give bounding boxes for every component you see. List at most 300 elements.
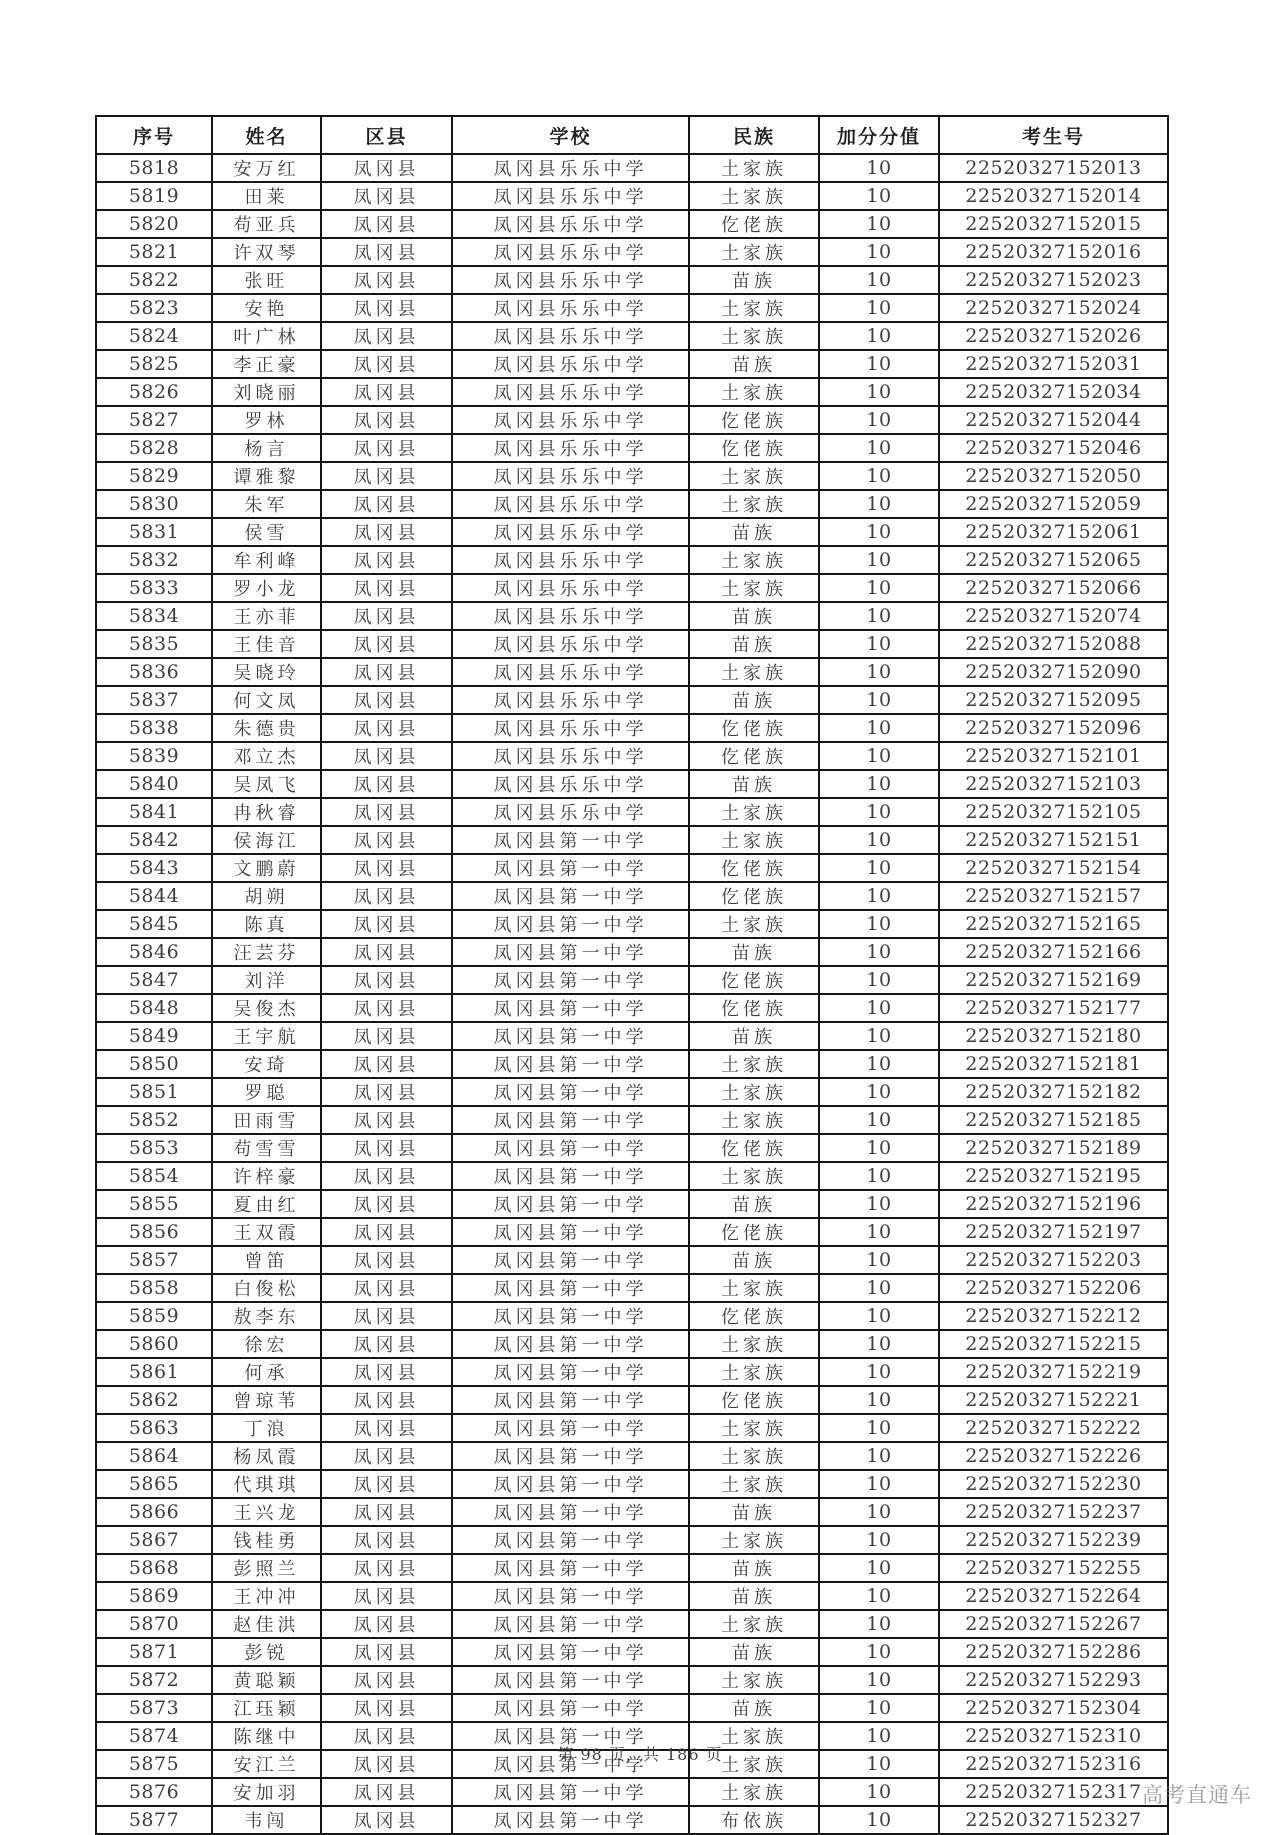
cell-name: 杨言 <box>212 434 321 462</box>
cell-candidate-no: 22520327152026 <box>939 322 1168 350</box>
cell-ethnicity: 土家族 <box>689 154 819 182</box>
cell-candidate-no: 22520327152031 <box>939 350 1168 378</box>
cell-serial: 5864 <box>96 1442 212 1470</box>
cell-name: 田莱 <box>212 182 321 210</box>
cell-serial: 5853 <box>96 1134 212 1162</box>
cell-bonus-points: 10 <box>819 1750 939 1778</box>
cell-school: 凤冈县第一中学 <box>452 1190 689 1218</box>
cell-district: 凤冈县 <box>321 1750 452 1778</box>
cell-serial: 5873 <box>96 1694 212 1722</box>
cell-district: 凤冈县 <box>321 1162 452 1190</box>
table-row <box>96 714 1168 742</box>
cell-district: 凤冈县 <box>321 966 452 994</box>
table-row <box>96 910 1168 938</box>
cell-candidate-no: 22520327152105 <box>939 798 1168 826</box>
cell-name: 王兴龙 <box>212 1498 321 1526</box>
cell-school: 凤冈县第一中学 <box>452 1414 689 1442</box>
cell-bonus-points: 10 <box>819 462 939 490</box>
cell-name: 苟亚兵 <box>212 210 321 238</box>
cell-candidate-no: 22520327152165 <box>939 910 1168 938</box>
cell-bonus-points: 10 <box>819 994 939 1022</box>
cell-candidate-no: 22520327152177 <box>939 994 1168 1022</box>
table-row <box>96 1022 1168 1050</box>
cell-ethnicity: 土家族 <box>689 1610 819 1638</box>
cell-ethnicity: 土家族 <box>689 1526 819 1554</box>
cell-ethnicity: 苗族 <box>689 1694 819 1722</box>
cell-bonus-points: 10 <box>819 1302 939 1330</box>
cell-serial: 5876 <box>96 1778 212 1806</box>
cell-serial: 5865 <box>96 1470 212 1498</box>
table-row <box>96 1162 1168 1190</box>
cell-school: 凤冈县第一中学 <box>452 938 689 966</box>
cell-district: 凤冈县 <box>321 182 452 210</box>
cell-name: 白俊松 <box>212 1274 321 1302</box>
cell-bonus-points: 10 <box>819 910 939 938</box>
cell-bonus-points: 10 <box>819 1386 939 1414</box>
cell-name: 罗林 <box>212 406 321 434</box>
cell-ethnicity: 苗族 <box>689 266 819 294</box>
table-row <box>96 966 1168 994</box>
cell-bonus-points: 10 <box>819 1806 939 1834</box>
cell-serial: 5835 <box>96 630 212 658</box>
cell-school: 凤冈县第一中学 <box>452 882 689 910</box>
cell-serial: 5847 <box>96 966 212 994</box>
table-row <box>96 826 1168 854</box>
cell-name: 苟雪雪 <box>212 1134 321 1162</box>
cell-district: 凤冈县 <box>321 266 452 294</box>
cell-bonus-points: 10 <box>819 742 939 770</box>
cell-bonus-points: 10 <box>819 322 939 350</box>
cell-school: 凤冈县第一中学 <box>452 1778 689 1806</box>
table-row <box>96 350 1168 378</box>
column-header-candidate-no: 考生号 <box>939 116 1168 154</box>
table-row <box>96 322 1168 350</box>
cell-name: 罗聪 <box>212 1078 321 1106</box>
cell-candidate-no: 22520327152046 <box>939 434 1168 462</box>
cell-district: 凤冈县 <box>321 378 452 406</box>
cell-name: 安加羽 <box>212 1778 321 1806</box>
cell-school: 凤冈县第一中学 <box>452 1050 689 1078</box>
table-row <box>96 1274 1168 1302</box>
table-row <box>96 1246 1168 1274</box>
cell-name: 陈继中 <box>212 1722 321 1750</box>
cell-candidate-no: 22520327152090 <box>939 658 1168 686</box>
cell-serial: 5843 <box>96 854 212 882</box>
cell-candidate-no: 22520327152310 <box>939 1722 1168 1750</box>
cell-ethnicity: 土家族 <box>689 1358 819 1386</box>
cell-name: 赵佳洪 <box>212 1610 321 1638</box>
cell-serial: 5851 <box>96 1078 212 1106</box>
cell-name: 谭雅黎 <box>212 462 321 490</box>
cell-bonus-points: 10 <box>819 182 939 210</box>
cell-school: 凤冈县乐乐中学 <box>452 406 689 434</box>
cell-school: 凤冈县乐乐中学 <box>452 798 689 826</box>
cell-ethnicity: 土家族 <box>689 1442 819 1470</box>
cell-district: 凤冈县 <box>321 518 452 546</box>
cell-bonus-points: 10 <box>819 1246 939 1274</box>
table-row <box>96 602 1168 630</box>
table-row <box>96 1106 1168 1134</box>
cell-school: 凤冈县乐乐中学 <box>452 546 689 574</box>
cell-district: 凤冈县 <box>321 1610 452 1638</box>
cell-district: 凤冈县 <box>321 798 452 826</box>
cell-school: 凤冈县第一中学 <box>452 1330 689 1358</box>
cell-bonus-points: 10 <box>819 1778 939 1806</box>
cell-ethnicity: 土家族 <box>689 294 819 322</box>
cell-district: 凤冈县 <box>321 1582 452 1610</box>
cell-serial: 5846 <box>96 938 212 966</box>
cell-district: 凤冈县 <box>321 1806 452 1834</box>
cell-candidate-no: 22520327152014 <box>939 182 1168 210</box>
cell-bonus-points: 10 <box>819 210 939 238</box>
cell-name: 何承 <box>212 1358 321 1386</box>
cell-serial: 5859 <box>96 1302 212 1330</box>
cell-district: 凤冈县 <box>321 854 452 882</box>
cell-ethnicity: 仡佬族 <box>689 742 819 770</box>
cell-district: 凤冈县 <box>321 406 452 434</box>
cell-serial: 5819 <box>96 182 212 210</box>
cell-ethnicity: 土家族 <box>689 658 819 686</box>
cell-serial: 5824 <box>96 322 212 350</box>
cell-ethnicity: 仡佬族 <box>689 1218 819 1246</box>
cell-name: 彭照兰 <box>212 1554 321 1582</box>
table-row <box>96 574 1168 602</box>
cell-serial: 5830 <box>96 490 212 518</box>
table-row <box>96 882 1168 910</box>
cell-bonus-points: 10 <box>819 1498 939 1526</box>
cell-candidate-no: 22520327152166 <box>939 938 1168 966</box>
cell-serial: 5867 <box>96 1526 212 1554</box>
cell-serial: 5839 <box>96 742 212 770</box>
cell-serial: 5836 <box>96 658 212 686</box>
cell-school: 凤冈县乐乐中学 <box>452 630 689 658</box>
cell-ethnicity: 土家族 <box>689 462 819 490</box>
cell-candidate-no: 22520327152013 <box>939 154 1168 182</box>
table-row <box>96 1330 1168 1358</box>
cell-district: 凤冈县 <box>321 294 452 322</box>
cell-candidate-no: 22520327152044 <box>939 406 1168 434</box>
cell-name: 何文凤 <box>212 686 321 714</box>
cell-school: 凤冈县乐乐中学 <box>452 714 689 742</box>
table-row <box>96 210 1168 238</box>
cell-school: 凤冈县第一中学 <box>452 826 689 854</box>
table-row <box>96 1386 1168 1414</box>
cell-name: 夏由红 <box>212 1190 321 1218</box>
cell-serial: 5826 <box>96 378 212 406</box>
cell-bonus-points: 10 <box>819 1190 939 1218</box>
cell-ethnicity: 土家族 <box>689 1078 819 1106</box>
cell-district: 凤冈县 <box>321 658 452 686</box>
cell-candidate-no: 22520327152293 <box>939 1666 1168 1694</box>
cell-name: 江珏颖 <box>212 1694 321 1722</box>
cell-bonus-points: 10 <box>819 1050 939 1078</box>
cell-school: 凤冈县第一中学 <box>452 910 689 938</box>
cell-serial: 5868 <box>96 1554 212 1582</box>
cell-name: 彭锐 <box>212 1638 321 1666</box>
cell-bonus-points: 10 <box>819 714 939 742</box>
cell-serial: 5877 <box>96 1806 212 1834</box>
cell-district: 凤冈县 <box>321 434 452 462</box>
cell-school: 凤冈县第一中学 <box>452 1106 689 1134</box>
cell-school: 凤冈县第一中学 <box>452 1582 689 1610</box>
table-row <box>96 1470 1168 1498</box>
cell-school: 凤冈县第一中学 <box>452 1498 689 1526</box>
cell-school: 凤冈县第一中学 <box>452 1302 689 1330</box>
cell-name: 朱军 <box>212 490 321 518</box>
cell-district: 凤冈县 <box>321 210 452 238</box>
cell-serial: 5834 <box>96 602 212 630</box>
cell-name: 曾琼苇 <box>212 1386 321 1414</box>
cell-ethnicity: 土家族 <box>689 238 819 266</box>
cell-bonus-points: 10 <box>819 770 939 798</box>
cell-candidate-no: 22520327152185 <box>939 1106 1168 1134</box>
cell-district: 凤冈县 <box>321 938 452 966</box>
cell-bonus-points: 10 <box>819 1358 939 1386</box>
cell-district: 凤冈县 <box>321 574 452 602</box>
cell-candidate-no: 22520327152206 <box>939 1274 1168 1302</box>
cell-school: 凤冈县乐乐中学 <box>452 658 689 686</box>
cell-ethnicity: 苗族 <box>689 350 819 378</box>
cell-name: 黄聪颖 <box>212 1666 321 1694</box>
cell-name: 安琦 <box>212 1050 321 1078</box>
cell-bonus-points: 10 <box>819 798 939 826</box>
cell-candidate-no: 22520327152103 <box>939 770 1168 798</box>
cell-bonus-points: 10 <box>819 1162 939 1190</box>
cell-candidate-no: 22520327152181 <box>939 1050 1168 1078</box>
cell-bonus-points: 10 <box>819 630 939 658</box>
cell-candidate-no: 22520327152024 <box>939 294 1168 322</box>
cell-serial: 5827 <box>96 406 212 434</box>
cell-name: 王双霞 <box>212 1218 321 1246</box>
cell-ethnicity: 土家族 <box>689 1162 819 1190</box>
cell-ethnicity: 苗族 <box>689 1190 819 1218</box>
cell-serial: 5845 <box>96 910 212 938</box>
cell-name: 田雨雪 <box>212 1106 321 1134</box>
cell-ethnicity: 土家族 <box>689 1750 819 1778</box>
cell-ethnicity: 苗族 <box>689 1022 819 1050</box>
cell-name: 杨凤霞 <box>212 1442 321 1470</box>
cell-serial: 5871 <box>96 1638 212 1666</box>
cell-ethnicity: 苗族 <box>689 1498 819 1526</box>
cell-district: 凤冈县 <box>321 882 452 910</box>
cell-name: 韦闯 <box>212 1806 321 1834</box>
cell-serial: 5875 <box>96 1750 212 1778</box>
cell-district: 凤冈县 <box>321 1694 452 1722</box>
cell-candidate-no: 22520327152219 <box>939 1358 1168 1386</box>
cell-bonus-points: 10 <box>819 1414 939 1442</box>
cell-school: 凤冈县第一中学 <box>452 994 689 1022</box>
cell-school: 凤冈县第一中学 <box>452 1722 689 1750</box>
cell-name: 吴凤飞 <box>212 770 321 798</box>
cell-candidate-no: 22520327152222 <box>939 1414 1168 1442</box>
cell-candidate-no: 22520327152066 <box>939 574 1168 602</box>
cell-district: 凤冈县 <box>321 1442 452 1470</box>
cell-district: 凤冈县 <box>321 462 452 490</box>
cell-serial: 5870 <box>96 1610 212 1638</box>
table-row <box>96 1554 1168 1582</box>
table-row <box>96 1442 1168 1470</box>
cell-serial: 5872 <box>96 1666 212 1694</box>
table-row <box>96 686 1168 714</box>
cell-ethnicity: 土家族 <box>689 490 819 518</box>
cell-name: 丁浪 <box>212 1414 321 1442</box>
cell-name: 侯雪 <box>212 518 321 546</box>
cell-name: 叶广林 <box>212 322 321 350</box>
cell-school: 凤冈县乐乐中学 <box>452 266 689 294</box>
cell-ethnicity: 仡佬族 <box>689 406 819 434</box>
cell-serial: 5833 <box>96 574 212 602</box>
cell-ethnicity: 仡佬族 <box>689 966 819 994</box>
cell-bonus-points: 10 <box>819 602 939 630</box>
cell-serial: 5866 <box>96 1498 212 1526</box>
cell-candidate-no: 22520327152230 <box>939 1470 1168 1498</box>
cell-candidate-no: 22520327152197 <box>939 1218 1168 1246</box>
cell-candidate-no: 22520327152015 <box>939 210 1168 238</box>
cell-bonus-points: 10 <box>819 1638 939 1666</box>
cell-candidate-no: 22520327152304 <box>939 1694 1168 1722</box>
cell-district: 凤冈县 <box>321 1778 452 1806</box>
watermark-text: 高考直通车 <box>1142 1784 1252 1807</box>
cell-bonus-points: 10 <box>819 1274 939 1302</box>
cell-name: 侯海江 <box>212 826 321 854</box>
cell-district: 凤冈县 <box>321 1274 452 1302</box>
cell-candidate-no: 22520327152059 <box>939 490 1168 518</box>
cell-name: 张旺 <box>212 266 321 294</box>
table-row <box>96 1694 1168 1722</box>
column-header-bonus-points: 加分分值 <box>819 116 939 154</box>
cell-serial: 5855 <box>96 1190 212 1218</box>
table-row <box>96 770 1168 798</box>
cell-bonus-points: 10 <box>819 1134 939 1162</box>
cell-name: 吴俊杰 <box>212 994 321 1022</box>
cell-school: 凤冈县乐乐中学 <box>452 294 689 322</box>
cell-bonus-points: 10 <box>819 434 939 462</box>
cell-district: 凤冈县 <box>321 1358 452 1386</box>
cell-serial: 5842 <box>96 826 212 854</box>
cell-ethnicity: 土家族 <box>689 1274 819 1302</box>
table-row <box>96 994 1168 1022</box>
cell-serial: 5850 <box>96 1050 212 1078</box>
cell-school: 凤冈县第一中学 <box>452 1386 689 1414</box>
cell-ethnicity: 苗族 <box>689 1246 819 1274</box>
cell-ethnicity: 仡佬族 <box>689 714 819 742</box>
cell-serial: 5825 <box>96 350 212 378</box>
cell-ethnicity: 土家族 <box>689 378 819 406</box>
cell-district: 凤冈县 <box>321 490 452 518</box>
cell-candidate-no: 22520327152286 <box>939 1638 1168 1666</box>
cell-district: 凤冈县 <box>321 154 452 182</box>
cell-serial: 5823 <box>96 294 212 322</box>
table-row <box>96 1050 1168 1078</box>
cell-name: 许双琴 <box>212 238 321 266</box>
cell-name: 吴晓玲 <box>212 658 321 686</box>
cell-school: 凤冈县乐乐中学 <box>452 770 689 798</box>
cell-school: 凤冈县第一中学 <box>452 1274 689 1302</box>
cell-school: 凤冈县第一中学 <box>452 1526 689 1554</box>
table-row <box>96 854 1168 882</box>
table-row <box>96 658 1168 686</box>
cell-ethnicity: 土家族 <box>689 1470 819 1498</box>
cell-name: 牟利峰 <box>212 546 321 574</box>
cell-name: 冉秋睿 <box>212 798 321 826</box>
page-number-indicator: 第 98 页，共 186 页 <box>557 1745 723 1764</box>
cell-serial: 5852 <box>96 1106 212 1134</box>
cell-school: 凤冈县乐乐中学 <box>452 378 689 406</box>
cell-district: 凤冈县 <box>321 1498 452 1526</box>
cell-name: 钱桂勇 <box>212 1526 321 1554</box>
cell-candidate-no: 22520327152016 <box>939 238 1168 266</box>
table-row <box>96 546 1168 574</box>
cell-candidate-no: 22520327152074 <box>939 602 1168 630</box>
cell-candidate-no: 22520327152195 <box>939 1162 1168 1190</box>
cell-serial: 5838 <box>96 714 212 742</box>
cell-ethnicity: 苗族 <box>689 518 819 546</box>
cell-candidate-no: 22520327152239 <box>939 1526 1168 1554</box>
cell-district: 凤冈县 <box>321 1106 452 1134</box>
cell-serial: 5869 <box>96 1582 212 1610</box>
cell-bonus-points: 10 <box>819 1666 939 1694</box>
cell-school: 凤冈县第一中学 <box>452 1666 689 1694</box>
table-row <box>96 1078 1168 1106</box>
bonus-points-roster-table <box>95 115 1169 1835</box>
table-row <box>96 798 1168 826</box>
cell-bonus-points: 10 <box>819 238 939 266</box>
cell-bonus-points: 10 <box>819 378 939 406</box>
cell-ethnicity: 土家族 <box>689 826 819 854</box>
table-row <box>96 378 1168 406</box>
column-header-district: 区县 <box>321 116 452 154</box>
cell-bonus-points: 10 <box>819 546 939 574</box>
cell-bonus-points: 10 <box>819 490 939 518</box>
cell-district: 凤冈县 <box>321 1414 452 1442</box>
cell-ethnicity: 布依族 <box>689 1806 819 1834</box>
cell-district: 凤冈县 <box>321 322 452 350</box>
cell-district: 凤冈县 <box>321 742 452 770</box>
cell-district: 凤冈县 <box>321 686 452 714</box>
cell-candidate-no: 22520327152154 <box>939 854 1168 882</box>
cell-school: 凤冈县第一中学 <box>452 1022 689 1050</box>
cell-candidate-no: 22520327152255 <box>939 1554 1168 1582</box>
table-row <box>96 406 1168 434</box>
cell-serial: 5821 <box>96 238 212 266</box>
cell-school: 凤冈县第一中学 <box>452 1358 689 1386</box>
cell-ethnicity: 土家族 <box>689 182 819 210</box>
table-row <box>96 1302 1168 1330</box>
cell-bonus-points: 10 <box>819 1610 939 1638</box>
cell-bonus-points: 10 <box>819 1470 939 1498</box>
table-row <box>96 462 1168 490</box>
cell-district: 凤冈县 <box>321 994 452 1022</box>
cell-serial: 5820 <box>96 210 212 238</box>
cell-candidate-no: 22520327152327 <box>939 1806 1168 1834</box>
cell-district: 凤冈县 <box>321 1218 452 1246</box>
table-row <box>96 938 1168 966</box>
cell-bonus-points: 10 <box>819 294 939 322</box>
cell-candidate-no: 22520327152169 <box>939 966 1168 994</box>
table-row <box>96 1778 1168 1806</box>
cell-school: 凤冈县第一中学 <box>452 1750 689 1778</box>
table-row <box>96 1218 1168 1246</box>
cell-school: 凤冈县第一中学 <box>452 854 689 882</box>
cell-bonus-points: 10 <box>819 266 939 294</box>
cell-bonus-points: 10 <box>819 1022 939 1050</box>
cell-district: 凤冈县 <box>321 1554 452 1582</box>
cell-district: 凤冈县 <box>321 1190 452 1218</box>
cell-name: 罗小龙 <box>212 574 321 602</box>
cell-school: 凤冈县乐乐中学 <box>452 518 689 546</box>
cell-serial: 5837 <box>96 686 212 714</box>
column-header-name: 姓名 <box>212 116 321 154</box>
